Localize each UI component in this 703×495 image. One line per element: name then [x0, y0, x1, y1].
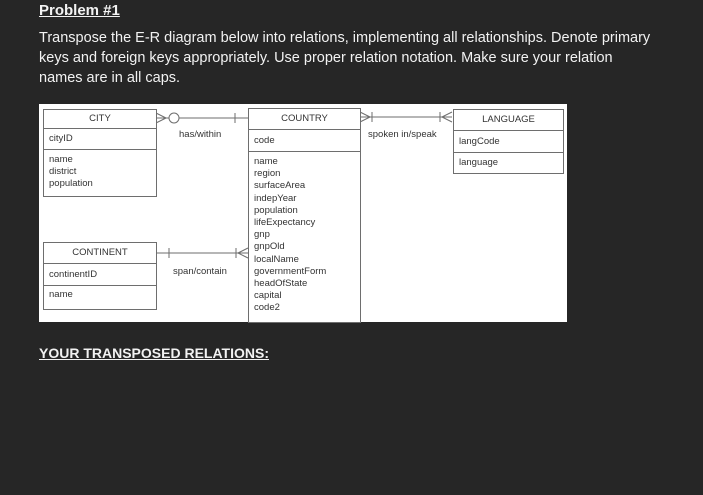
attribute: surfaceArea — [254, 180, 306, 192]
entity-country-pk: code — [249, 130, 360, 152]
er-diagram — [39, 104, 567, 322]
entity-language — [453, 109, 564, 174]
entity-continent-title: CONTINENT — [44, 243, 156, 264]
entity-city-title: CITY — [44, 110, 156, 129]
attribute: governmentForm — [254, 265, 327, 277]
entity-city — [43, 109, 157, 197]
problem-title: Problem #1 — [39, 2, 120, 19]
attribute: name — [254, 156, 278, 167]
problem-instructions: Transpose the E-R diagram below into relations, implementing all relationships. Denote primary keys and foreign keys appropriately. Use proper relation notation. Make sure your relation names are in all caps. — [39, 30, 651, 86]
attribute: capital — [254, 290, 282, 302]
attribute: gnp — [254, 229, 270, 241]
attribute: name — [49, 154, 73, 165]
attribute: region — [254, 168, 281, 180]
attribute: population — [49, 178, 93, 190]
relationship-label-has-within: has/within — [179, 129, 222, 140]
entity-continent-attributes — [44, 286, 156, 309]
relationship-label-span-contain: span/contain — [173, 266, 227, 277]
attribute: district — [49, 166, 77, 178]
attribute: localName — [254, 253, 299, 265]
attribute: indepYear — [254, 192, 297, 204]
attribute: gnpOld — [254, 241, 285, 253]
attribute: name — [49, 289, 73, 300]
answer-heading: YOUR TRANSPOSED RELATIONS: — [39, 345, 269, 361]
entity-country-title: COUNTRY — [249, 109, 360, 130]
entity-city-pk: cityID — [44, 129, 156, 150]
entity-city-attributes — [44, 150, 156, 196]
entity-language-pk: langCode — [454, 131, 563, 153]
attribute: population — [254, 204, 298, 216]
entity-continent-pk: continentID — [44, 264, 156, 286]
attribute: language — [459, 157, 499, 168]
entity-country-attributes — [249, 152, 360, 322]
entity-continent — [43, 242, 157, 310]
entity-country — [248, 108, 361, 323]
attribute: lifeExpectancy — [254, 217, 316, 229]
entity-language-title: LANGUAGE — [454, 110, 563, 131]
attribute: headOfState — [254, 278, 308, 290]
entity-language-attributes — [454, 153, 563, 173]
relationship-label-spoken-in-speak: spoken in/speak — [368, 129, 437, 140]
attribute: code2 — [254, 302, 280, 314]
